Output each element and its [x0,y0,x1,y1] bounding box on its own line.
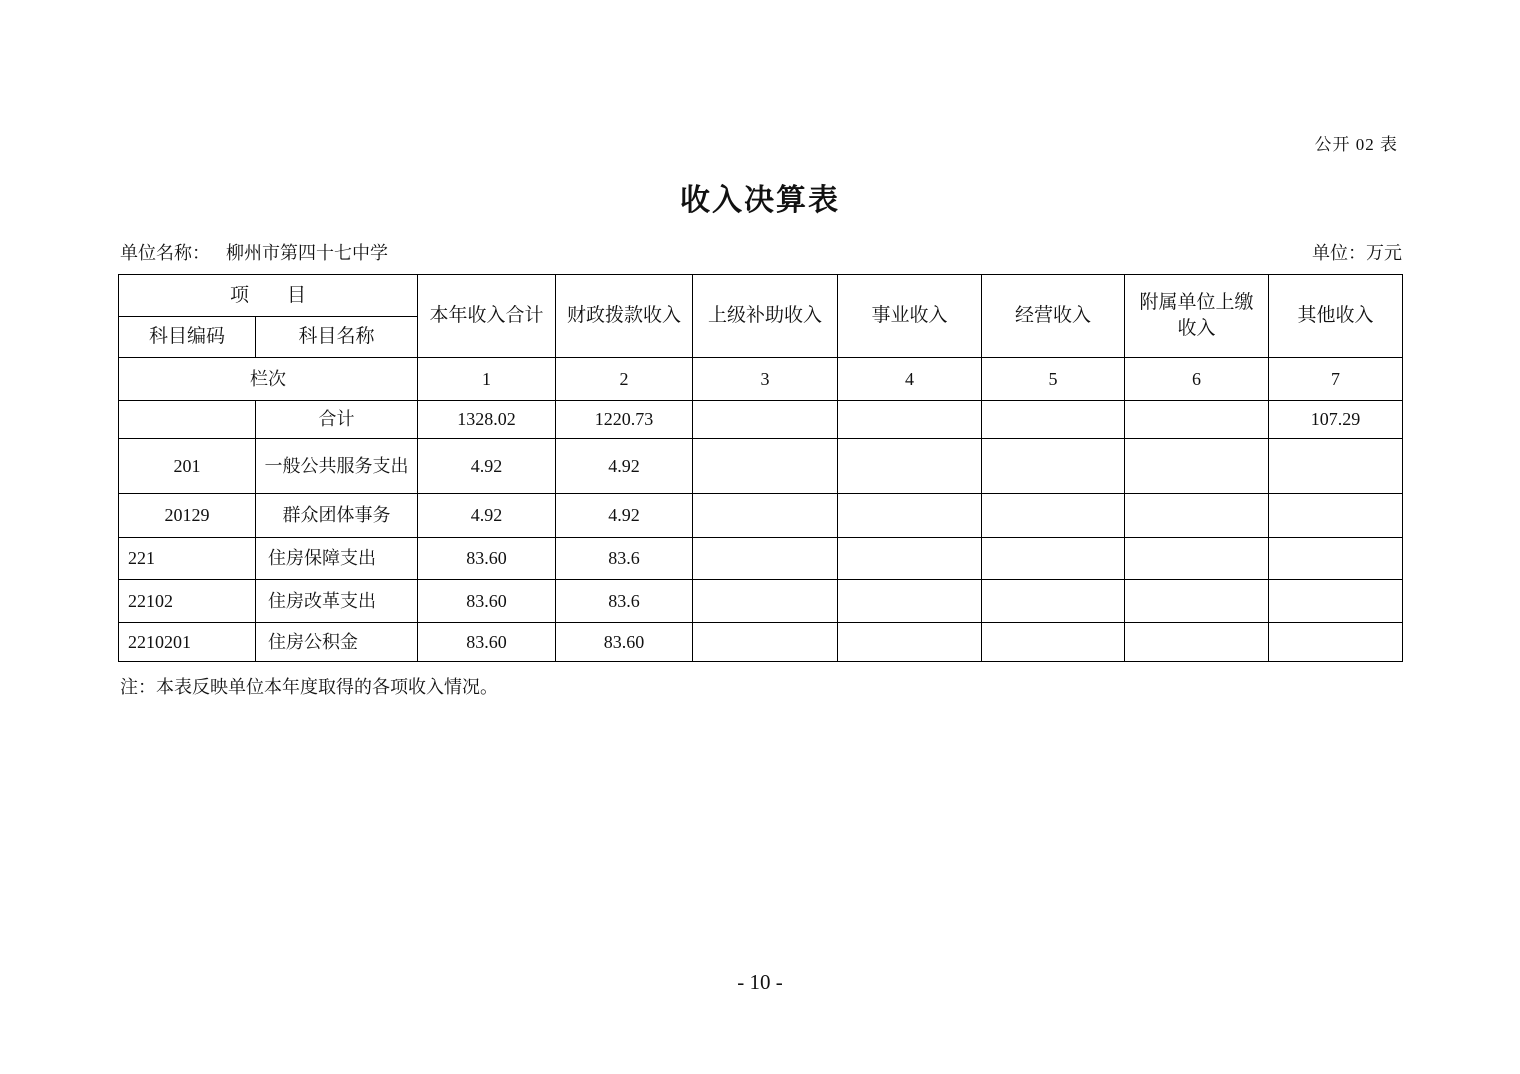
lanci-5: 5 [982,358,1125,401]
cell-total: 83.60 [418,580,556,623]
cell-total: 1328.02 [418,401,556,439]
unit-name-label: 单位名称： [120,243,210,263]
meta-row [120,239,1402,265]
cell-operating [982,623,1125,662]
lanci-3: 3 [693,358,838,401]
cell-other: 107.29 [1269,401,1403,439]
lanci-7: 7 [1269,358,1403,401]
row-name: 住房保障支出 [256,538,418,580]
cell-superior [693,623,838,662]
column-index-row [119,358,1403,401]
table-row-total [119,401,1403,439]
cell-affiliated [1125,494,1269,538]
cell-affiliated [1125,439,1269,494]
header-col-other: 其他收入 [1269,275,1403,358]
header-item-group: 项 目 [119,275,418,317]
cell-total: 83.60 [418,623,556,662]
cell-superior [693,538,838,580]
cell-superior [693,401,838,439]
table-row-201 [119,439,1403,494]
table-row-22102 [119,580,1403,623]
cell-operating [982,401,1125,439]
page-number: - 10 - [737,970,783,994]
cell-affiliated [1125,538,1269,580]
cell-fiscal: 4.92 [556,494,693,538]
row-name: 群众团体事务 [256,494,418,538]
row-name: 一般公共服务支出 [256,439,418,494]
table-row-2210201 [119,623,1403,662]
cell-operating [982,538,1125,580]
row-name: 住房公积金 [256,623,418,662]
cell-business [838,494,982,538]
cell-fiscal: 4.92 [556,439,693,494]
unit-name-row [120,239,388,265]
header-row-1 [119,275,1403,317]
header-col-affiliated: 附属单位上缴收入 [1125,275,1269,358]
lanci-1: 1 [418,358,556,401]
cell-superior [693,439,838,494]
cell-total: 4.92 [418,494,556,538]
cell-other [1269,494,1403,538]
cell-business [838,623,982,662]
cell-operating [982,580,1125,623]
unit-name-value: 柳州市第四十七中学 [226,243,388,263]
row-code: 22102 [119,580,256,623]
cell-other [1269,439,1403,494]
header-col-operating: 经营收入 [982,275,1125,358]
cell-business [838,439,982,494]
row-code: 2210201 [119,623,256,662]
header-col-total: 本年收入合计 [418,275,556,358]
header-name-label: 科目名称 [256,317,418,358]
lanci-6: 6 [1125,358,1269,401]
cell-business [838,538,982,580]
cell-fiscal: 83.6 [556,580,693,623]
row-code: 201 [119,439,256,494]
row-name: 合计 [256,401,418,439]
lanci-label: 栏次 [119,358,418,401]
doc-label: 公开 02 表 [1314,135,1398,154]
cell-business [838,401,982,439]
cell-other [1269,580,1403,623]
lanci-2: 2 [556,358,693,401]
cell-operating [982,439,1125,494]
row-name: 住房改革支出 [256,580,418,623]
cell-other [1269,538,1403,580]
header-code-label: 科目编码 [119,317,256,358]
table-row-221 [119,538,1403,580]
row-code [119,401,256,439]
cell-affiliated [1125,580,1269,623]
cell-total: 4.92 [418,439,556,494]
cell-fiscal: 83.60 [556,623,693,662]
cell-operating [982,494,1125,538]
header-col-superior: 上级补助收入 [693,275,838,358]
table-row-20129 [119,494,1403,538]
lanci-4: 4 [838,358,982,401]
cell-affiliated [1125,401,1269,439]
currency-unit-label: 单位：万元 [1312,243,1402,263]
cell-other [1269,623,1403,662]
cell-fiscal: 83.6 [556,538,693,580]
cell-affiliated [1125,623,1269,662]
row-code: 221 [119,538,256,580]
cell-business [838,580,982,623]
header-col-fiscal: 财政拨款收入 [556,275,693,358]
cell-total: 83.60 [418,538,556,580]
row-code: 20129 [119,494,256,538]
table-note: 注：本表反映单位本年度取得的各项收入情况。 [120,677,498,697]
income-table [118,274,1403,662]
header-col-business: 事业收入 [838,275,982,358]
cell-fiscal: 1220.73 [556,401,693,439]
cell-superior [693,494,838,538]
page-title: 收入决算表 [680,184,840,217]
cell-superior [693,580,838,623]
